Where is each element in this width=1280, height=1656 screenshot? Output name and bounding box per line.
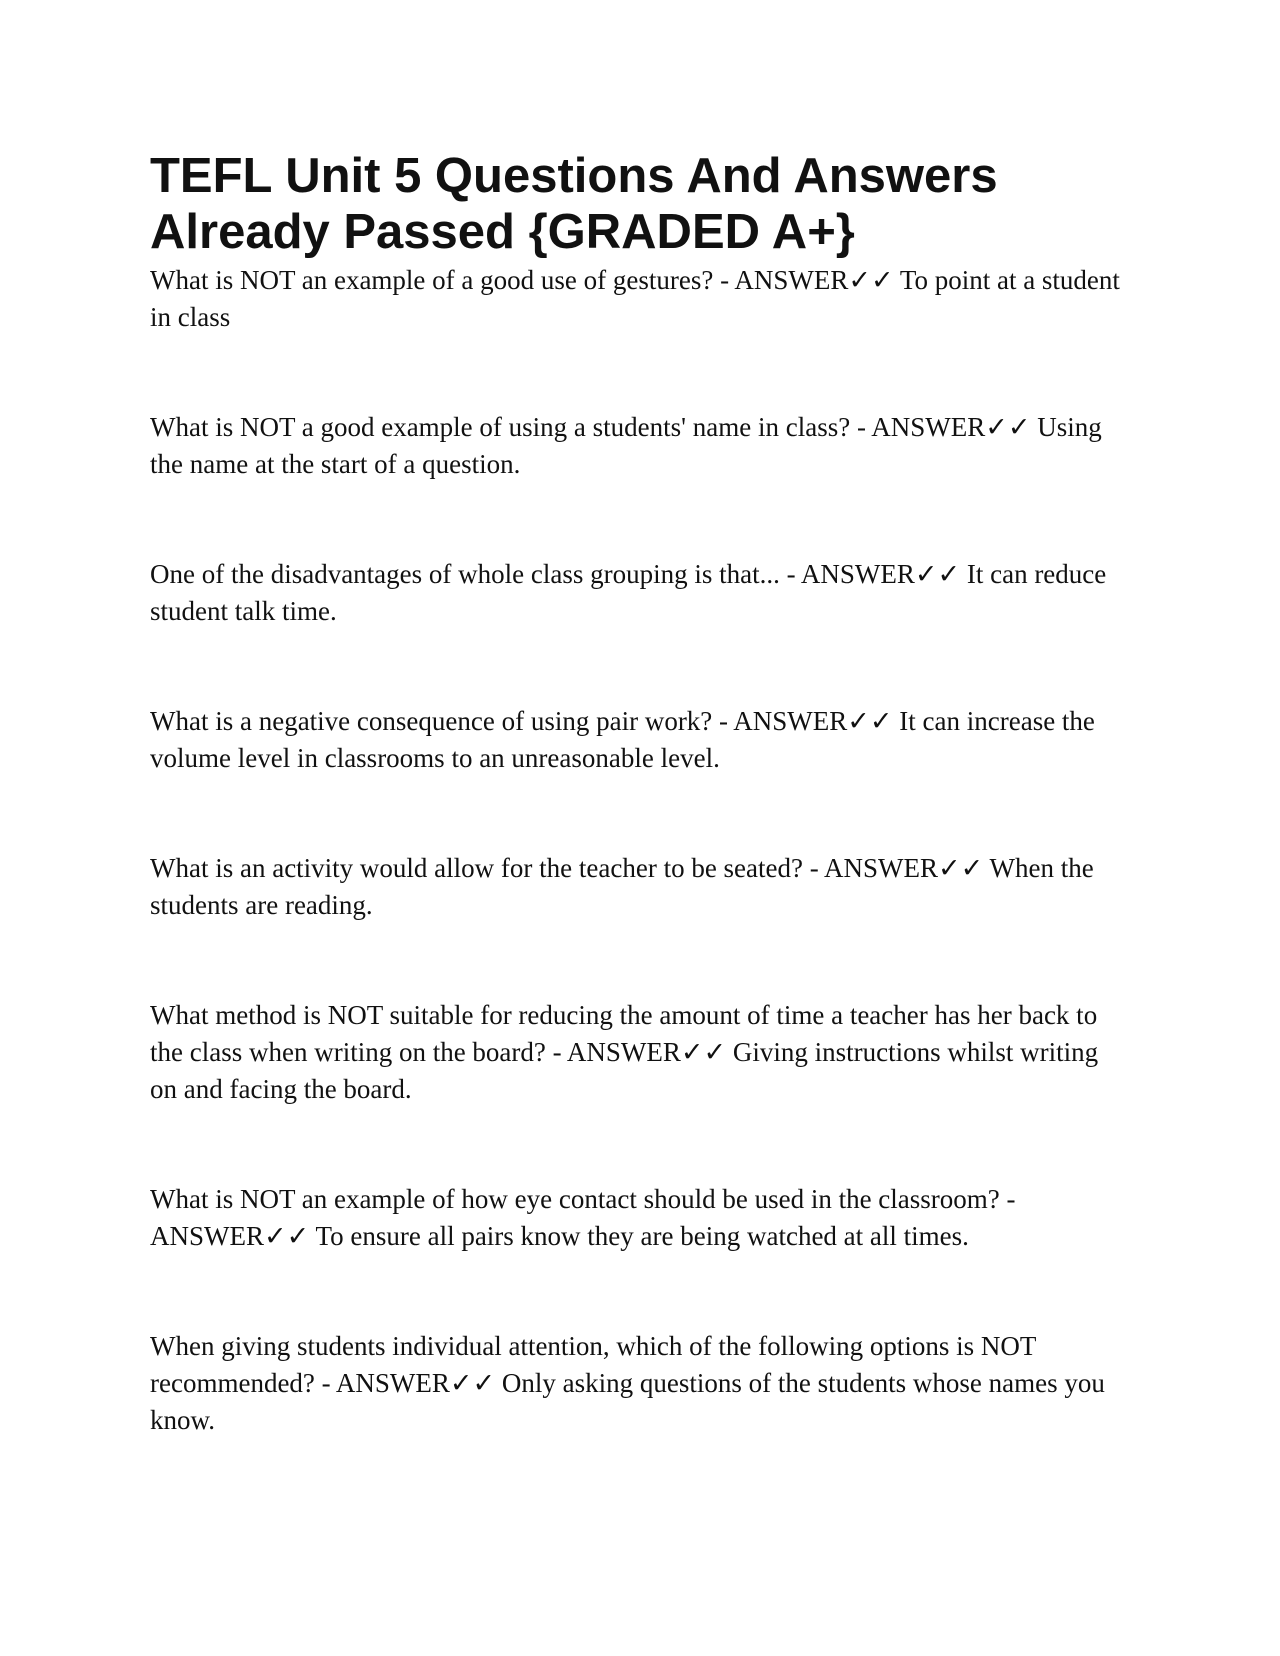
qa-item-4: What is a negative consequence of using pair work? - ANSWER✓✓ It can increase the volume level in classrooms to an unreasonable level.	[150, 706, 1095, 773]
qa-item-6: What method is NOT suitable for reducing the amount of time a teacher has her back to the class when writing on the board? - ANSWER✓✓ Giving instructions whilst writing on and facing the board.	[150, 1000, 1099, 1104]
qa-item-7: What is NOT an example of how eye contact should be used in the classroom? - ANSWER✓✓ To ensure all pairs know they are being watched at all times.	[150, 1184, 1016, 1251]
qa-item-8: When giving students individual attention, which of the following options is NOT recommended? - ANSWER✓✓ Only asking questions of the students whose names you know.	[150, 1331, 1105, 1435]
document-title-line-2: Already Passed {GRADED A+}	[150, 205, 855, 259]
qa-item-3: One of the disadvantages of whole class grouping is that... - ANSWER✓✓ It can reduce student talk time.	[150, 559, 1107, 626]
document-page	[150, 148, 1120, 1512]
qa-item-1: What is NOT an example of a good use of gestures? - ANSWER✓✓ To point at a student in class	[150, 265, 1120, 332]
qa-item-5: What is an activity would allow for the teacher to be seated? - ANSWER✓✓ When the students are reading.	[150, 853, 1094, 920]
qa-list	[150, 262, 1120, 1439]
document-title	[150, 148, 1120, 260]
qa-item-2: What is NOT a good example of using a students' name in class? - ANSWER✓✓ Using the name at the start of a question.	[150, 412, 1102, 479]
document-title-line-1: TEFL Unit 5 Questions And Answers	[150, 149, 998, 203]
